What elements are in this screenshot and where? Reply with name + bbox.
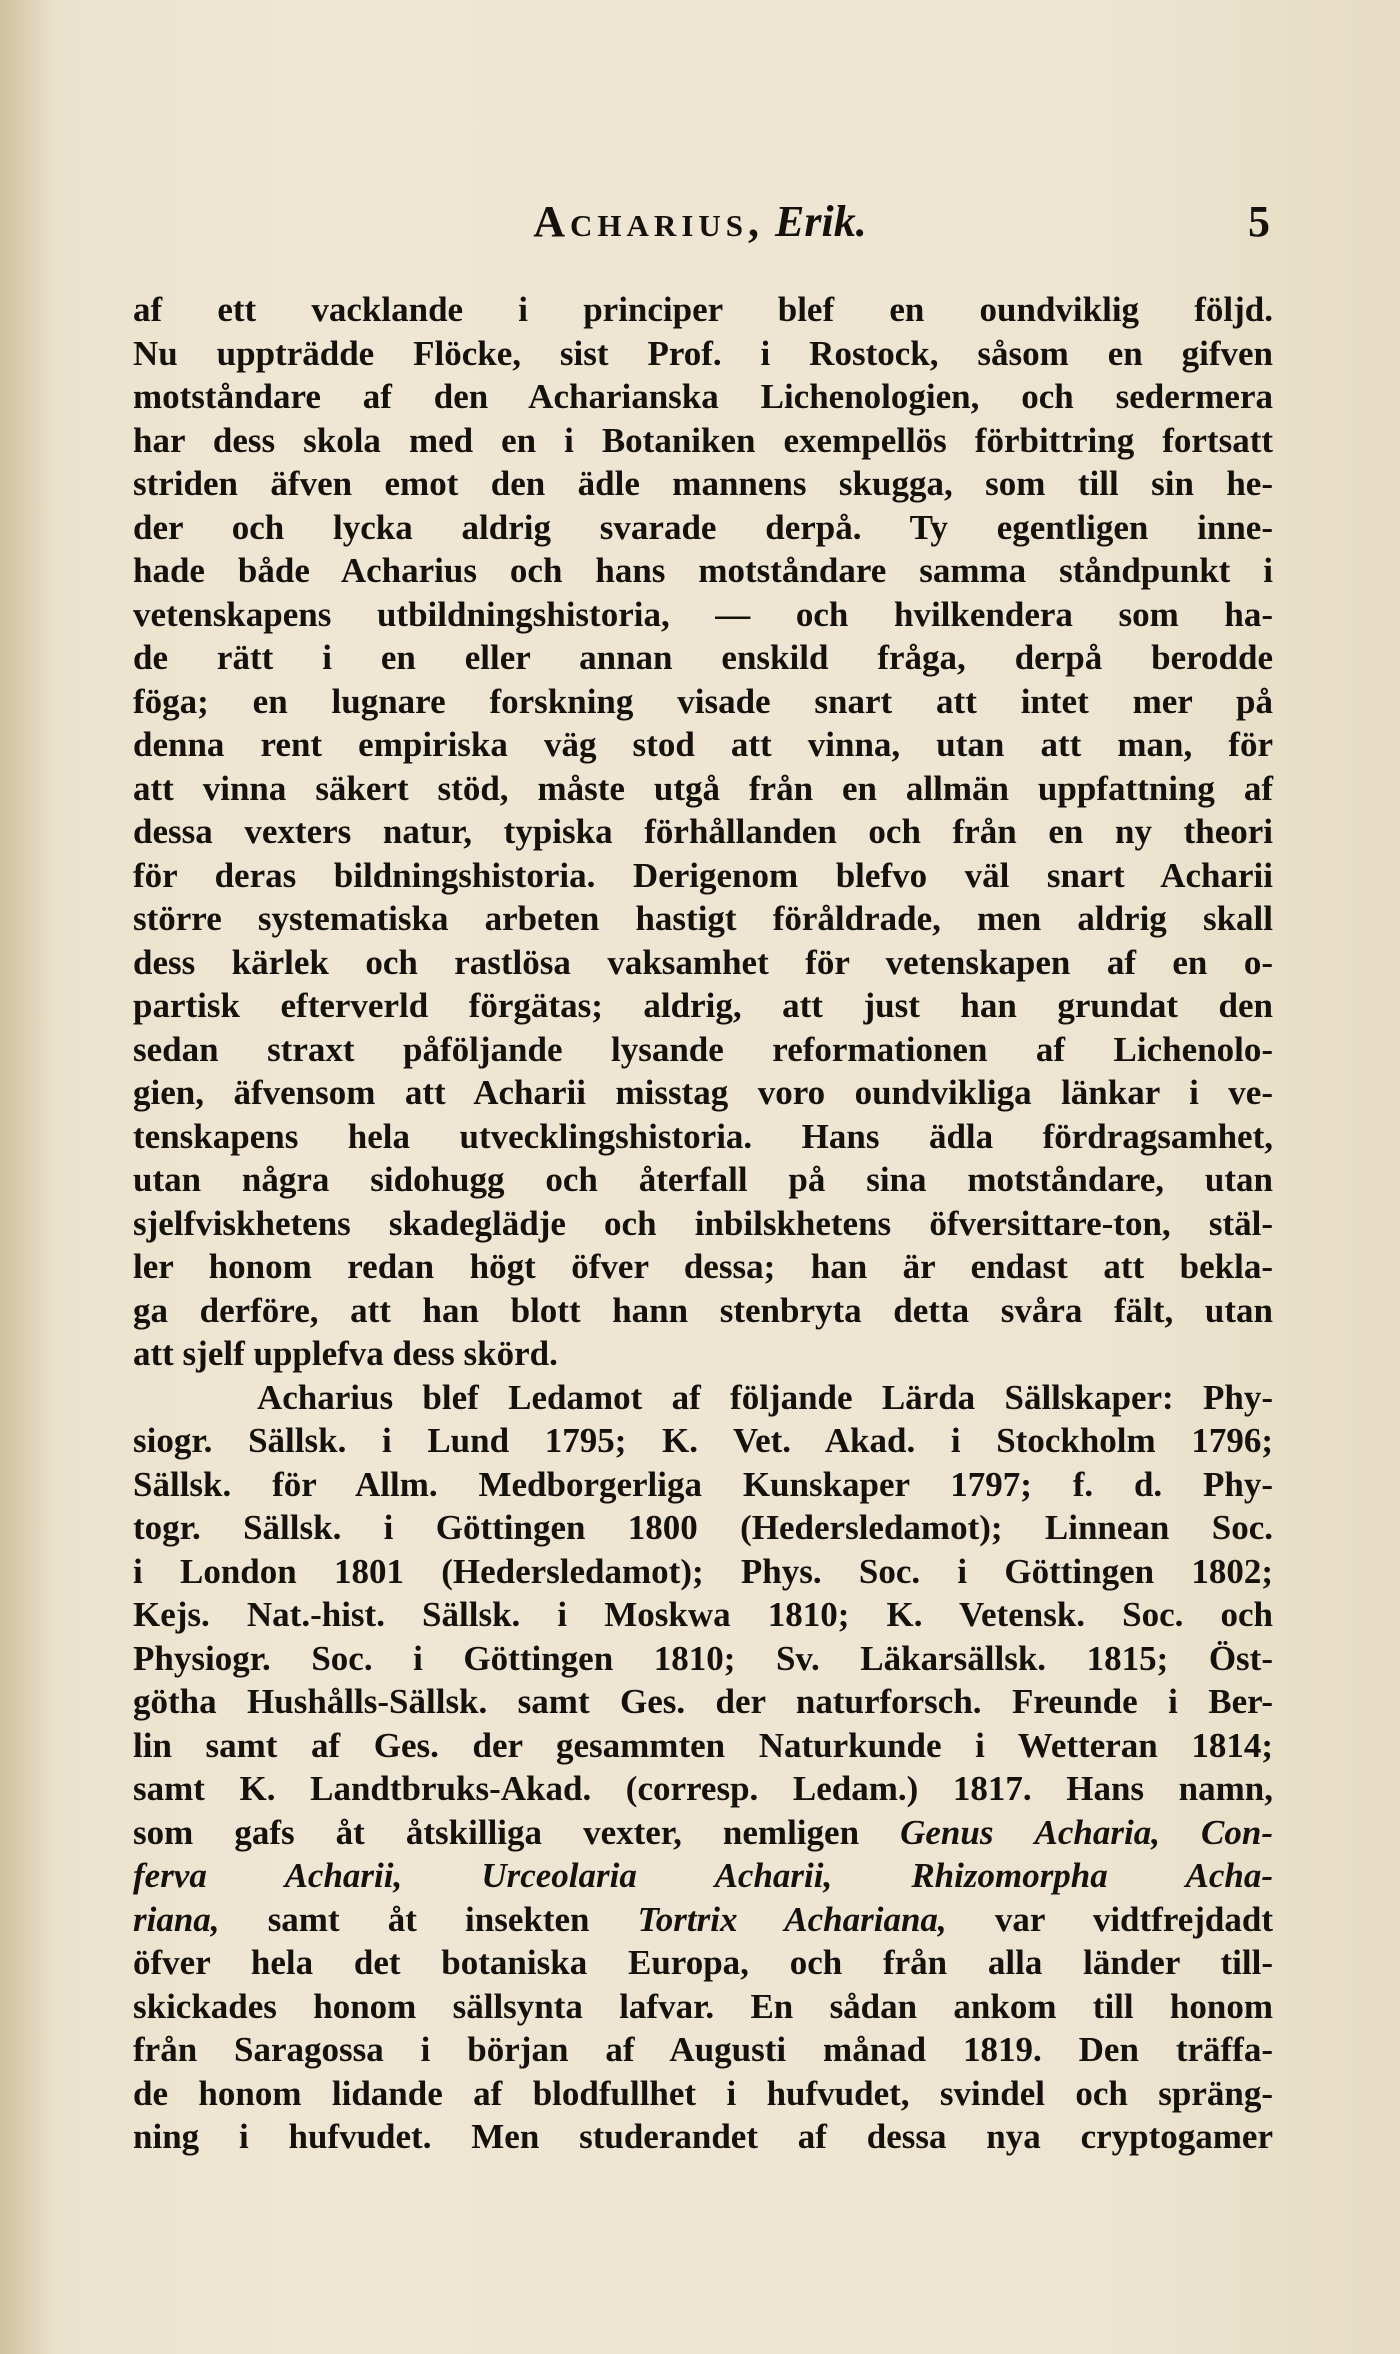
- text-line: i London 1801 (Hedersledamot); Phys. Soc. i Göttingen 1802;: [133, 1551, 1273, 1591]
- text-line: siogr. Sällsk. i Lund 1795; K. Vet. Akad. i Stockholm 1796;: [133, 1421, 1273, 1460]
- text-line: dess kärlek och rastlösa vaksamhet för vetenskapen af en o-: [133, 942, 1273, 982]
- text-line: ning i hufvudet. Men studerandet af dessa nya cryptogamer: [133, 2117, 1273, 2156]
- running-title-name: Acharius,: [533, 197, 765, 246]
- text-line: denna rent empiriska väg stod att vinna, utan att man, för: [133, 725, 1273, 764]
- acharia-name: Acharia,: [1034, 1812, 1160, 1852]
- text-line: tenskapens hela utvecklingshistoria. Hans ädla fördragsamhet,: [133, 1116, 1273, 1156]
- text-line: gien, äfvensom att Acharii misstag voro oundvikliga länkar i ve-: [133, 1073, 1273, 1112]
- text-line: sjelfviskhetens skadeglädje och inbilskhetens öfversittare-ton, stäl-: [133, 1203, 1273, 1243]
- text-line: partisk efterverld förgätas; aldrig, att just han grundat den: [133, 986, 1273, 1025]
- text-line: dessa vexters natur, typiska förhållanden och från en ny theori: [133, 812, 1273, 851]
- body-text: [133, 288, 1273, 2159]
- text-line: samt K. Landtbruks-Akad. (corresp. Ledam.) 1817. Hans namn,: [133, 1769, 1273, 1808]
- text-line: lin samt af Ges. der gesammten Naturkunde i Wetteran 1814;: [133, 1725, 1273, 1765]
- text-line: de rätt i en eller annan enskild fråga, derpå berodde: [133, 638, 1273, 677]
- text-line: motståndare af den Acharianska Lichenologien, och sedermera: [133, 377, 1273, 416]
- text-line: öfver hela det botaniska Europa, och från alla länder till-: [133, 1943, 1273, 1982]
- text-line: togr. Sällsk. i Göttingen 1800 (Hedersledamot); Linnean Soc.: [133, 1508, 1273, 1547]
- text-line: Physiogr. Soc. i Göttingen 1810; Sv. Läkarsällsk. 1815; Öst-: [133, 1638, 1273, 1678]
- text-line: götha Hushålls-Sällsk. samt Ges. der naturforsch. Freunde i Ber-: [133, 1682, 1273, 1721]
- page-edge-shadow: [0, 0, 60, 2354]
- text-line: der och lycka aldrig svarade derpå. Ty egentligen inne-: [133, 507, 1273, 547]
- con-name: Con-: [1201, 1812, 1274, 1852]
- text-line: af ett vacklande i principer blef en oundviklig följd.: [133, 290, 1273, 329]
- riana-name: riana,: [133, 1899, 220, 1939]
- running-header: [130, 196, 1270, 256]
- text-line-riana: [133, 1898, 1273, 1942]
- text-line: från Saragossa i början af Augusti månad 1819. Den träffa-: [133, 2030, 1273, 2069]
- genus-lead: som gafs åt åtskilliga vexter, nemligen: [133, 1812, 860, 1852]
- running-title-firstname: Erik.: [775, 197, 867, 246]
- paragraph-2: [133, 1376, 1273, 2159]
- text-line: större systematiska arbeten hastigt föråldrade, men aldrig skall: [133, 899, 1273, 938]
- text-line: ler honom redan högt öfver dessa; han är endast att bekla-: [133, 1247, 1273, 1286]
- rhizomorpha-name: Rhizomorpha Acha-: [911, 1856, 1274, 1895]
- riana-mid: samt åt insekten: [267, 1899, 590, 1939]
- paragraph-1: [133, 288, 1273, 1376]
- text-line: striden äfven emot den ädle mannens skugga, som till sin he-: [133, 464, 1273, 503]
- text-line: skickades honom sällsynta lafvar. En sådan ankom till honom: [133, 1986, 1273, 2026]
- tortrix-name: Tortrix Achariana,: [637, 1899, 947, 1939]
- riana-tail: var vidtfrejdadt: [994, 1899, 1274, 1939]
- text-line: de honom lidande af blodfullhet i hufvudet, svindel och spräng-: [133, 2073, 1273, 2113]
- text-line: vetenskapens utbildningshistoria, — och hvilkendera som ha-: [133, 594, 1273, 634]
- ferva-name: ferva Acharii,: [133, 1856, 403, 1895]
- text-line-ferva: [133, 1854, 1273, 1898]
- text-line: har dess skola med en i Botaniken exempellös förbittring fortsatt: [133, 420, 1273, 460]
- text-line: Kejs. Nat.-hist. Sällsk. i Moskwa 1810; K. Vetensk. Soc. och: [133, 1595, 1273, 1634]
- text-line-genus: [133, 1811, 1273, 1855]
- text-line: sedan straxt påföljande lysande reformationen af Lichenolo-: [133, 1029, 1273, 1069]
- text-line: föga; en lugnare forskning visade snart att intet mer på: [133, 681, 1273, 721]
- text-line: Acharius blef Ledamot af följande Lärda Sällskaper: Phy-: [257, 1377, 1273, 1417]
- text-line: för deras bildningshistoria. Derigenom blefvo väl snart Acharii: [133, 855, 1273, 895]
- genus-word: Genus: [900, 1812, 994, 1852]
- page-number: 5: [1248, 197, 1270, 246]
- text-line: ga derföre, att han blott hann stenbryta detta svåra fält, utan: [133, 1290, 1273, 1330]
- text-line: utan några sidohugg och återfall på sina motståndare, utan: [133, 1160, 1273, 1199]
- text-line: Nu uppträdde Flöcke, sist Prof. i Rostock, såsom en gifven: [133, 333, 1273, 373]
- text-line: hade både Acharius och hans motståndare samma ståndpunkt i: [133, 551, 1273, 590]
- text-line: att vinna säkert stöd, måste utgå från en allmän uppfattning af: [133, 768, 1273, 808]
- text-line: att sjelf upplefva dess skörd.: [133, 1334, 558, 1373]
- text-line: Sällsk. för Allm. Medborgerliga Kunskaper 1797; f. d. Phy-: [133, 1464, 1273, 1504]
- running-title: [130, 196, 1270, 247]
- urceolaria-name: Urceolaria Acharii,: [481, 1856, 833, 1895]
